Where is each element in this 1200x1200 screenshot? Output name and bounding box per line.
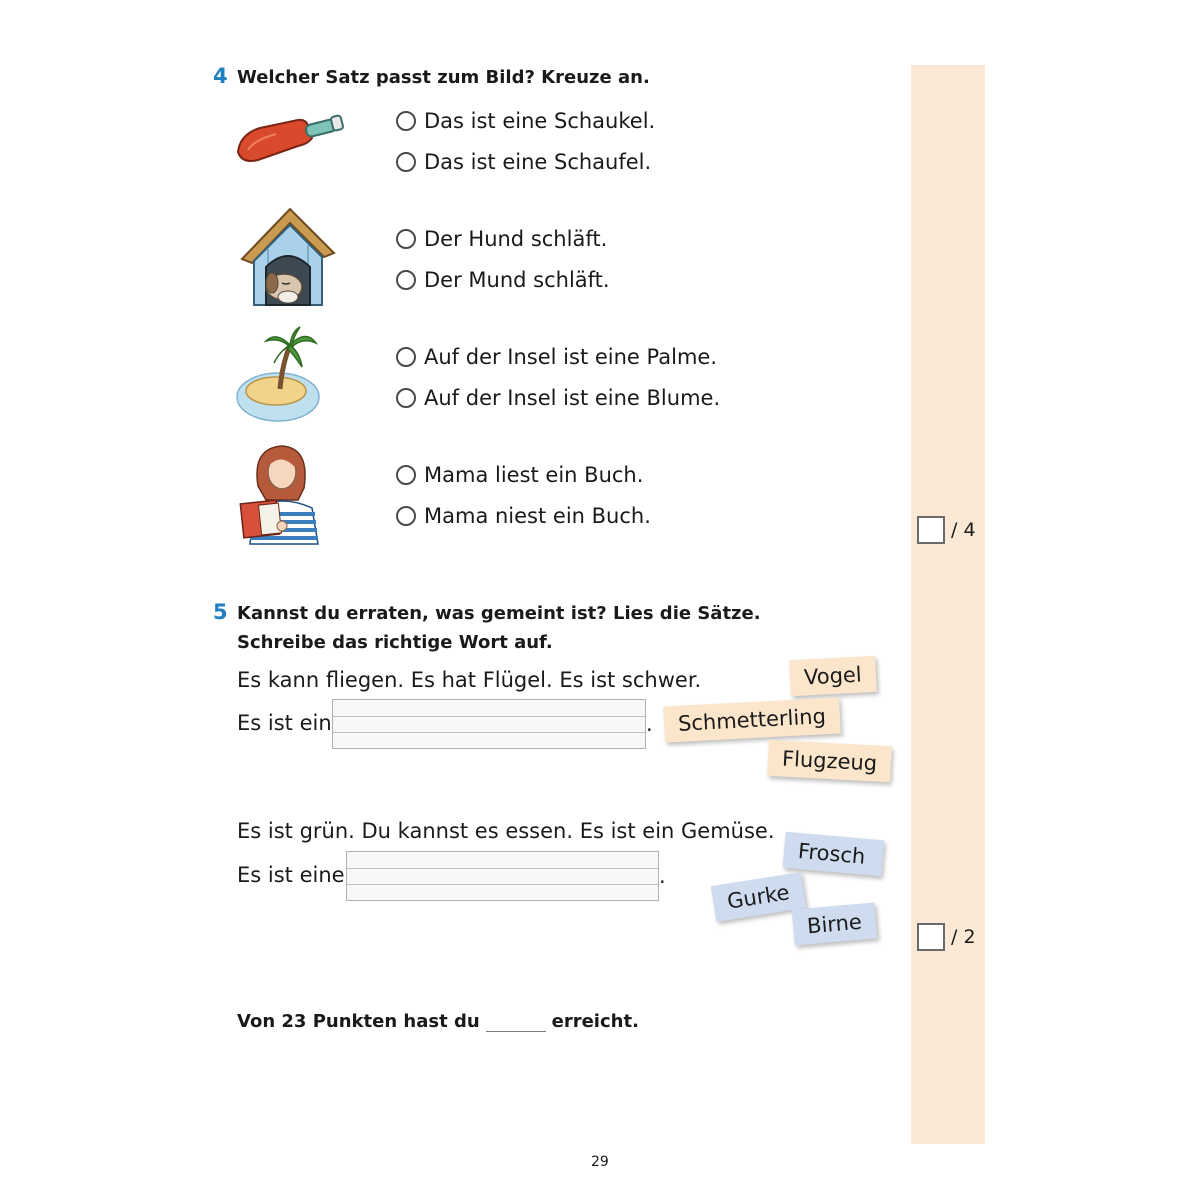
riddle-1-period: . [646,712,653,736]
riddle-2-answer-field[interactable] [346,851,659,901]
shovel-icon [236,112,346,164]
task-5-score [917,923,976,951]
radio-button[interactable] [396,506,416,526]
writing-line [333,732,645,733]
score-box[interactable] [917,516,945,544]
radio-button[interactable] [396,270,416,290]
radio-button[interactable] [396,229,416,249]
radio-button[interactable] [396,111,416,131]
word-card-gurke[interactable]: Gurke [711,872,806,922]
option-row [396,224,610,254]
option-row [396,460,651,490]
task-4-score [917,516,976,544]
option-row [396,265,610,295]
word-card-vogel[interactable]: Vogel [789,656,876,696]
radio-button[interactable] [396,152,416,172]
score-max: / 4 [951,519,976,541]
score-max: / 2 [951,926,976,948]
option-row [396,147,655,177]
riddle-1-sentence: Es kann fliegen. Es hat Flügel. Es ist schwer. [237,668,702,692]
score-sidebar [911,65,985,1144]
option-label: Das ist eine Schaukel. [424,109,656,133]
task-4-item-1-options [396,106,655,177]
option-row [396,342,720,372]
word-card-birne[interactable]: Birne [792,902,878,945]
option-label: Das ist eine Schaufel. [424,150,652,174]
task-5-title-line-2: Schreibe das richtige Wort auf. [237,632,553,653]
points-summary [237,1011,639,1032]
task-4-number: 4 [213,64,228,88]
task-5-number: 5 [213,600,228,624]
summary-text-before: Von 23 Punkten hast du [237,1011,480,1032]
option-label: Auf der Insel ist eine Blume. [424,386,721,410]
option-row [396,383,720,413]
word-card-flugzeug[interactable]: Flugzeug [767,740,892,782]
option-label: Mama liest ein Buch. [424,463,644,487]
radio-button[interactable] [396,347,416,367]
palm-island-icon [236,325,320,423]
mother-reading-icon [238,442,328,546]
radio-button[interactable] [396,465,416,485]
task-5-title-line-1: Kannst du erraten, was gemeint ist? Lies die Sätze. [237,603,761,624]
doghouse-icon [238,205,338,309]
riddle-2-prompt: Es ist eine [237,863,345,887]
summary-text-after: erreicht. [551,1011,639,1032]
riddle-1-answer-field[interactable] [332,699,646,749]
riddle-1-prompt: Es ist ein [237,711,332,735]
option-row [396,501,651,531]
option-row [396,106,655,136]
option-label: Der Hund schläft. [424,227,608,251]
riddle-2-sentence: Es ist grün. Du kannst es essen. Es ist ein Gemüse. [237,819,775,843]
option-label: Auf der Insel ist eine Palme. [424,345,717,369]
task-4-title: Welcher Satz passt zum Bild? Kreuze an. [237,67,650,88]
writing-line [333,716,645,717]
writing-line [347,868,658,869]
total-points-blank[interactable] [486,1011,546,1032]
riddle-2-period: . [659,864,666,888]
option-label: Der Mund schläft. [424,268,610,292]
page-number: 29 [591,1154,609,1170]
writing-line [347,884,658,885]
word-card-schmetterling[interactable]: Schmetterling [663,697,841,742]
task-4-item-4-options [396,460,651,531]
option-label: Mama niest ein Buch. [424,504,651,528]
score-box[interactable] [917,923,945,951]
task-4-item-3-options [396,342,720,413]
word-card-frosch[interactable]: Frosch [783,832,885,876]
task-4-item-2-options [396,224,610,295]
radio-button[interactable] [396,388,416,408]
